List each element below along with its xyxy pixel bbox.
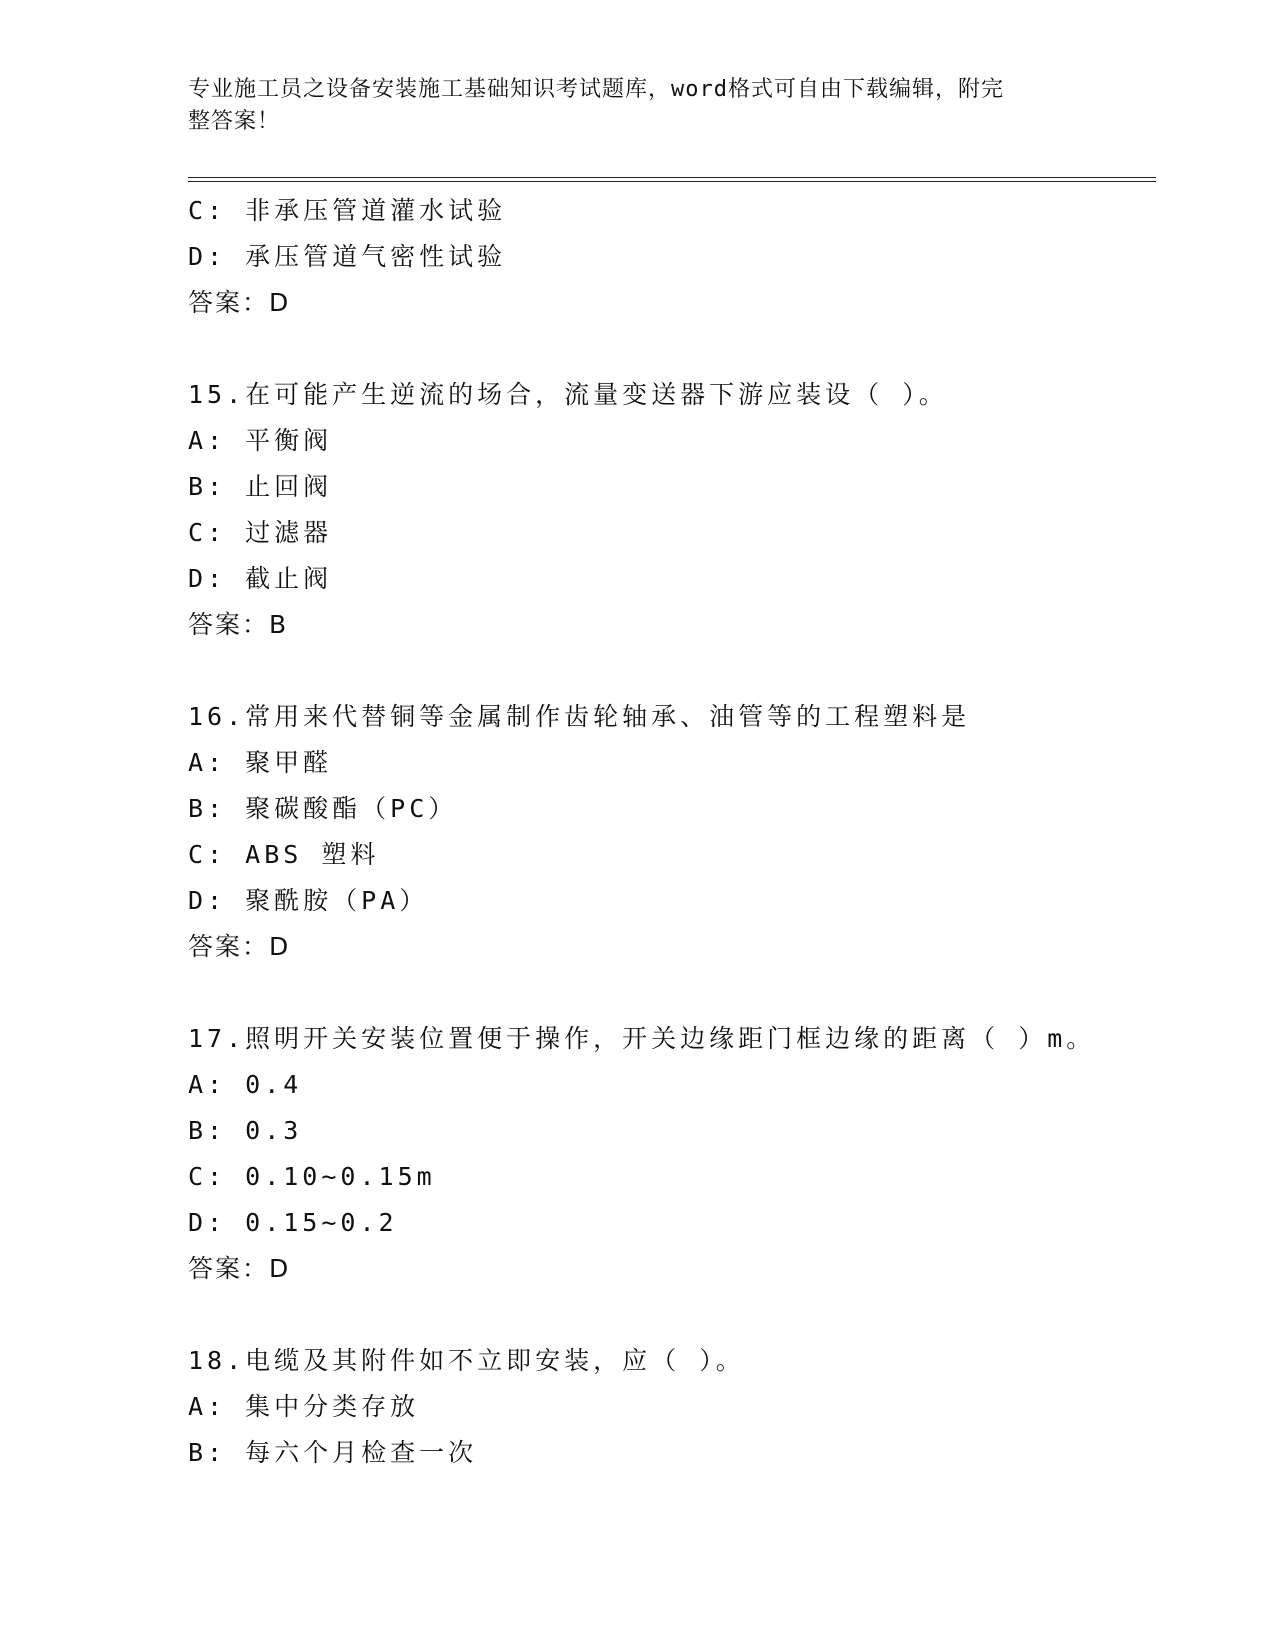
header-line-1: 专业施工员之设备安装施工基础知识考试题库，word格式可自由下载编辑，附完 [188, 77, 1004, 102]
question-block-18 [188, 1338, 1156, 1476]
option-a: A: 聚甲醛 [188, 748, 333, 777]
question-block-16 [188, 694, 1156, 970]
answer-line: 答案：D [188, 932, 291, 961]
option-d: D: 截止阀 [188, 564, 333, 593]
document-header [188, 74, 1078, 138]
answer-line: 答案：D [188, 1254, 291, 1283]
option-b: B: 每六个月检查一次 [188, 1438, 478, 1467]
answer-line: 答案：D [188, 288, 291, 317]
option-b: B: 止回阀 [188, 472, 333, 501]
header-divider-top [188, 177, 1156, 178]
option-d: D: 聚酰胺（PA） [188, 886, 429, 915]
option-c: C: 过滤器 [188, 518, 333, 547]
spacer [188, 326, 1156, 372]
header-line-2: 整答案！ [188, 109, 281, 134]
option-a: A: 集中分类存放 [188, 1392, 420, 1421]
option-c: C: 非承压管道灌水试验 [188, 196, 507, 225]
question-block-15 [188, 372, 1156, 648]
spacer [188, 648, 1156, 694]
spacer [188, 970, 1156, 1016]
answer-line: 答案：B [188, 610, 289, 639]
question-text: 17.照明开关安装位置便于操作，开关边缘距门框边缘的距离（ ）m。 [188, 1024, 1096, 1053]
question-block-17 [188, 1016, 1156, 1292]
question-text: 15.在可能产生逆流的场合，流量变送器下游应装设（ ）。 [188, 380, 948, 409]
question-block-14 [188, 188, 1156, 326]
option-a: A: 0.4 [188, 1070, 303, 1099]
question-text: 16.常用来代替铜等金属制作齿轮轴承、油管等的工程塑料是 [188, 702, 971, 731]
header-divider-bottom [188, 181, 1156, 182]
option-d: D: 承压管道气密性试验 [188, 242, 507, 271]
option-a: A: 平衡阀 [188, 426, 333, 455]
option-d: D: 0.15~0.2 [188, 1208, 398, 1237]
question-list [188, 188, 1156, 1476]
option-c: C: ABS 塑料 [188, 840, 380, 869]
spacer [188, 1292, 1156, 1338]
option-b: B: 聚碳酸酯（PC） [188, 794, 458, 823]
option-b: B: 0.3 [188, 1116, 303, 1145]
question-text: 18.电缆及其附件如不立即安装，应（ ）。 [188, 1346, 745, 1375]
option-c: C: 0.10~0.15m [188, 1162, 436, 1191]
